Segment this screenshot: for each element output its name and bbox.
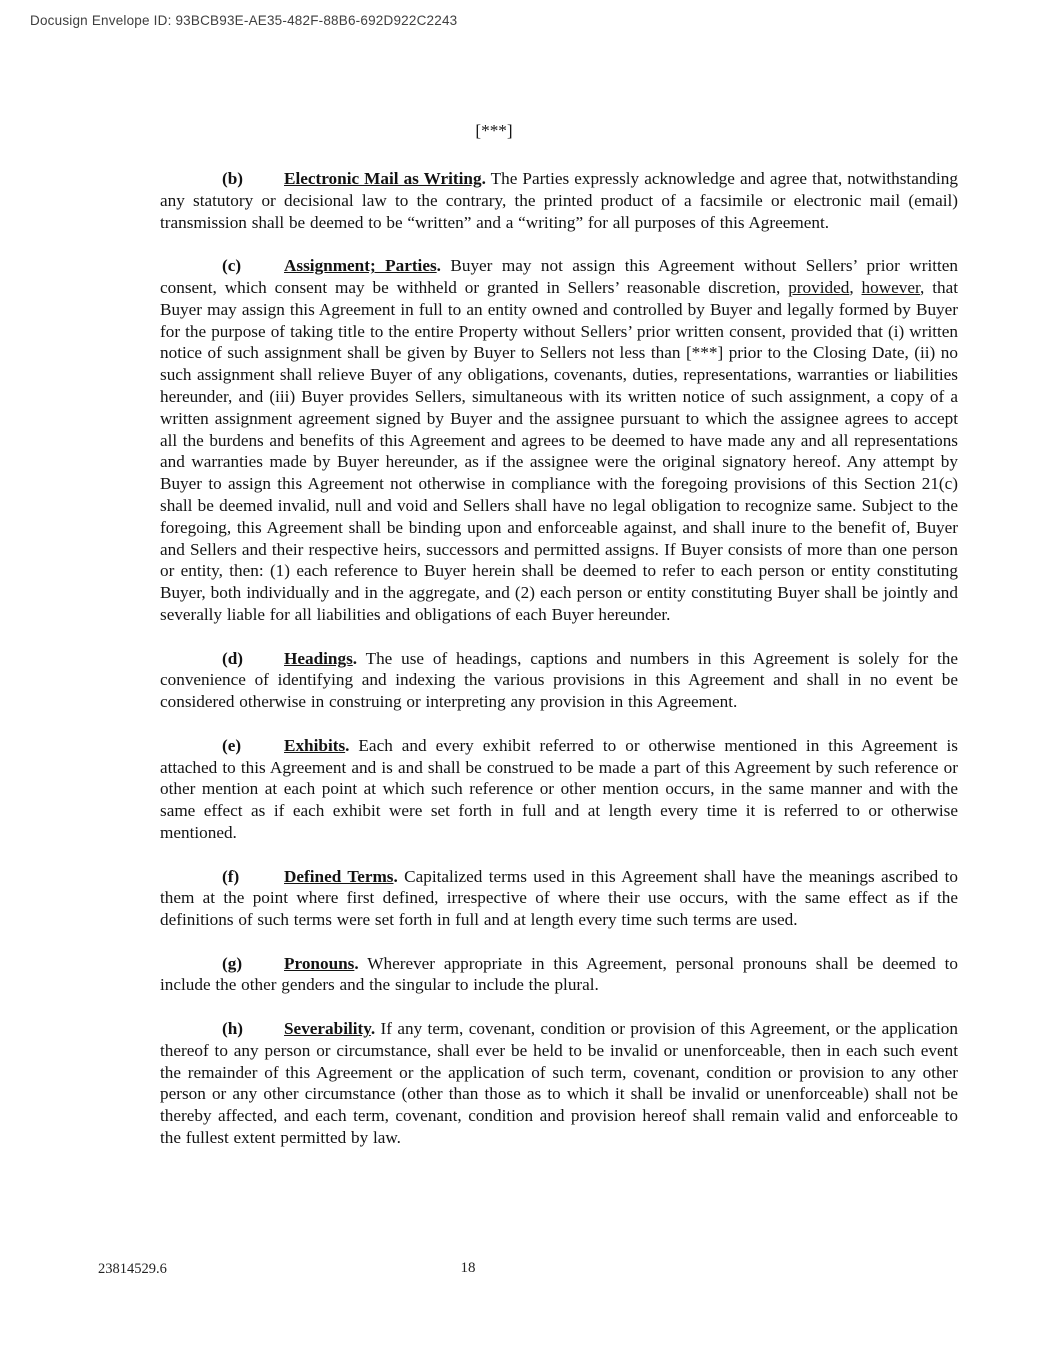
paragraph-text: Wherever appropriate in this Agreement, personal pronouns shall be deemed to include the other genders and the singular to include the plural. [160, 953, 958, 995]
paragraph-heading: Pronouns [284, 953, 355, 973]
agreement-paragraph-c [160, 255, 958, 626]
agreement-paragraph-h [160, 1018, 958, 1149]
paragraph-text: Buyer may not assign this Agreement without Sellers’ prior written consent, which consent may be withheld or granted in Sellers’ reasonable discretion, [160, 256, 958, 297]
paragraph-heading-punct: . [370, 1019, 376, 1039]
agreement-paragraph-e [160, 735, 958, 844]
paragraph-heading: Severability [284, 1019, 371, 1039]
paragraph-text: , [849, 277, 862, 297]
paragraph-text: The use of headings, captions and numbers in this Agreement is solely for the convenience of identifying and indexing the various provisions in this Agreement and shall in no event be considered otherwise in construing or interpreting any provision in this Agreement. [160, 648, 958, 712]
paragraph-heading-punct: . [481, 169, 486, 188]
document-body [160, 120, 958, 1149]
paragraph-heading-punct: . [354, 953, 359, 973]
agreement-paragraph-g [160, 953, 958, 997]
paragraph-label: (d) [222, 648, 244, 668]
paragraph-label: (h) [222, 1019, 244, 1039]
underlined-term: provided [788, 277, 850, 297]
paragraph-heading: Electronic Mail as Writing [284, 169, 482, 188]
paragraph-text: Each and every exhibit referred to or otherwise mentioned in this Agreement is attached to this Agreement and is and shall be construed to be made a part of this Agreement by such reference or other mention at each point at which such reference or other mention occurs, in the same manner and with the same effect as if each exhibit were set forth in full and at length every time it is referred to or otherwise mentioned. [160, 735, 958, 842]
paragraph-text: Capitalized terms used in this Agreement shall have the meanings ascribed to them at the point where first defined, irrespective of where their use occurs, with the same effect as if the definitions of such terms were set forth in full and at length every time such terms are used. [160, 866, 959, 930]
agreement-paragraph-d [160, 648, 958, 713]
paragraph-heading-punct: . [345, 735, 350, 755]
underlined-term: however [861, 277, 921, 297]
paragraph-heading: Exhibits [284, 735, 346, 755]
paragraph-text: If any term, covenant, condition or provision of this Agreement, or the application thereof to any person or circumstance, shall ever be held to be invalid or unenforceable, then in each such event the remainder of this Agreement or the application of such term, covenant, condition or provision to any other person or any other circumstance (other than those as to which it shall be invalid or unenforceable) shall not be thereby affected, and each term, covenant, condition and provision hereof shall remain valid and enforceable to the fullest extent permitted by law. [160, 1019, 958, 1148]
paragraph-text: The Parties expressly acknowledge and agree that, notwithstanding any statutory or decisional law to the contrary, the printed product of a facsimile or electronic mail (email) transmission shall be deemed to be “written” and a “writing” for all purposes of this Agreement. [160, 169, 958, 232]
paragraph-label: (g) [222, 953, 243, 973]
paragraph-heading: Headings [284, 648, 353, 668]
paragraph-label: (f) [222, 866, 240, 886]
paragraph-heading-punct: . [393, 866, 398, 886]
footer-page-number: 18 [460, 1260, 476, 1276]
paragraph-heading-punct: . [436, 256, 441, 276]
docusign-envelope-id: Docusign Envelope ID: 93BCB93E-AE35-482F-88B6-692D922C2243 [30, 13, 458, 28]
paragraph-label: (b) [222, 169, 244, 188]
paragraph-label: (c) [222, 256, 242, 276]
footer-doc-number: 23814529.6 [98, 1261, 167, 1277]
redaction-placeholder: [***] [475, 121, 513, 140]
paragraphs [160, 168, 958, 1149]
paragraph-heading-punct: . [352, 648, 358, 668]
agreement-paragraph-b [160, 168, 958, 233]
paragraph-heading: Assignment; Parties [284, 256, 437, 276]
paragraph-text: , that Buyer may assign this Agreement in full to an entity owned and controlled by Buyer and legally formed by Buyer for the purpose of taking title to the entire Property without Sellers’ prior written consent, provided that (i) written notice of such assignment shall be given by Buyer to Sellers not less than [***] prior to the Closing Date, (ii) no such assignment shall relieve Buyer of any obligations, covenants, duties, representations, warranties or liabilities hereunder, and (iii) Buyer provides Sellers, simultaneous with its written notice of such assignment, a copy of a written assignment agreement signed by Buyer and the assignee pursuant to which the assignee agrees to accept all the burdens and benefits of this Agreement and agrees to be deemed to have made any and all representations and warranties made by Buyer hereunder, as if the assignee were the original signatory hereof. Any attempt by Buyer to assign this Agreement not otherwise in compliance with the foregoing provisions of this Section 21(c) shall be deemed invalid, null and void and Sellers shall have no legal obligation to recognize same. Subject to the foregoing, this Agreement shall be binding upon and enforceable against, and shall inure to the benefit of, Buyer and Sellers and their respective heirs, successors and permitted assigns. If Buyer consists of more than one person or entity, then: (1) each reference to Buyer herein shall be deemed to refer to each person or entity constituting Buyer, both individually and in the aggregate, and (2) each person or entity constituting Buyer shall be jointly and severally liable for all liabilities and obligations of each Buyer hereunder. [160, 277, 959, 624]
paragraph-heading: Defined Terms [284, 866, 394, 886]
paragraph-label: (e) [222, 735, 242, 755]
agreement-paragraph-f [160, 866, 958, 931]
